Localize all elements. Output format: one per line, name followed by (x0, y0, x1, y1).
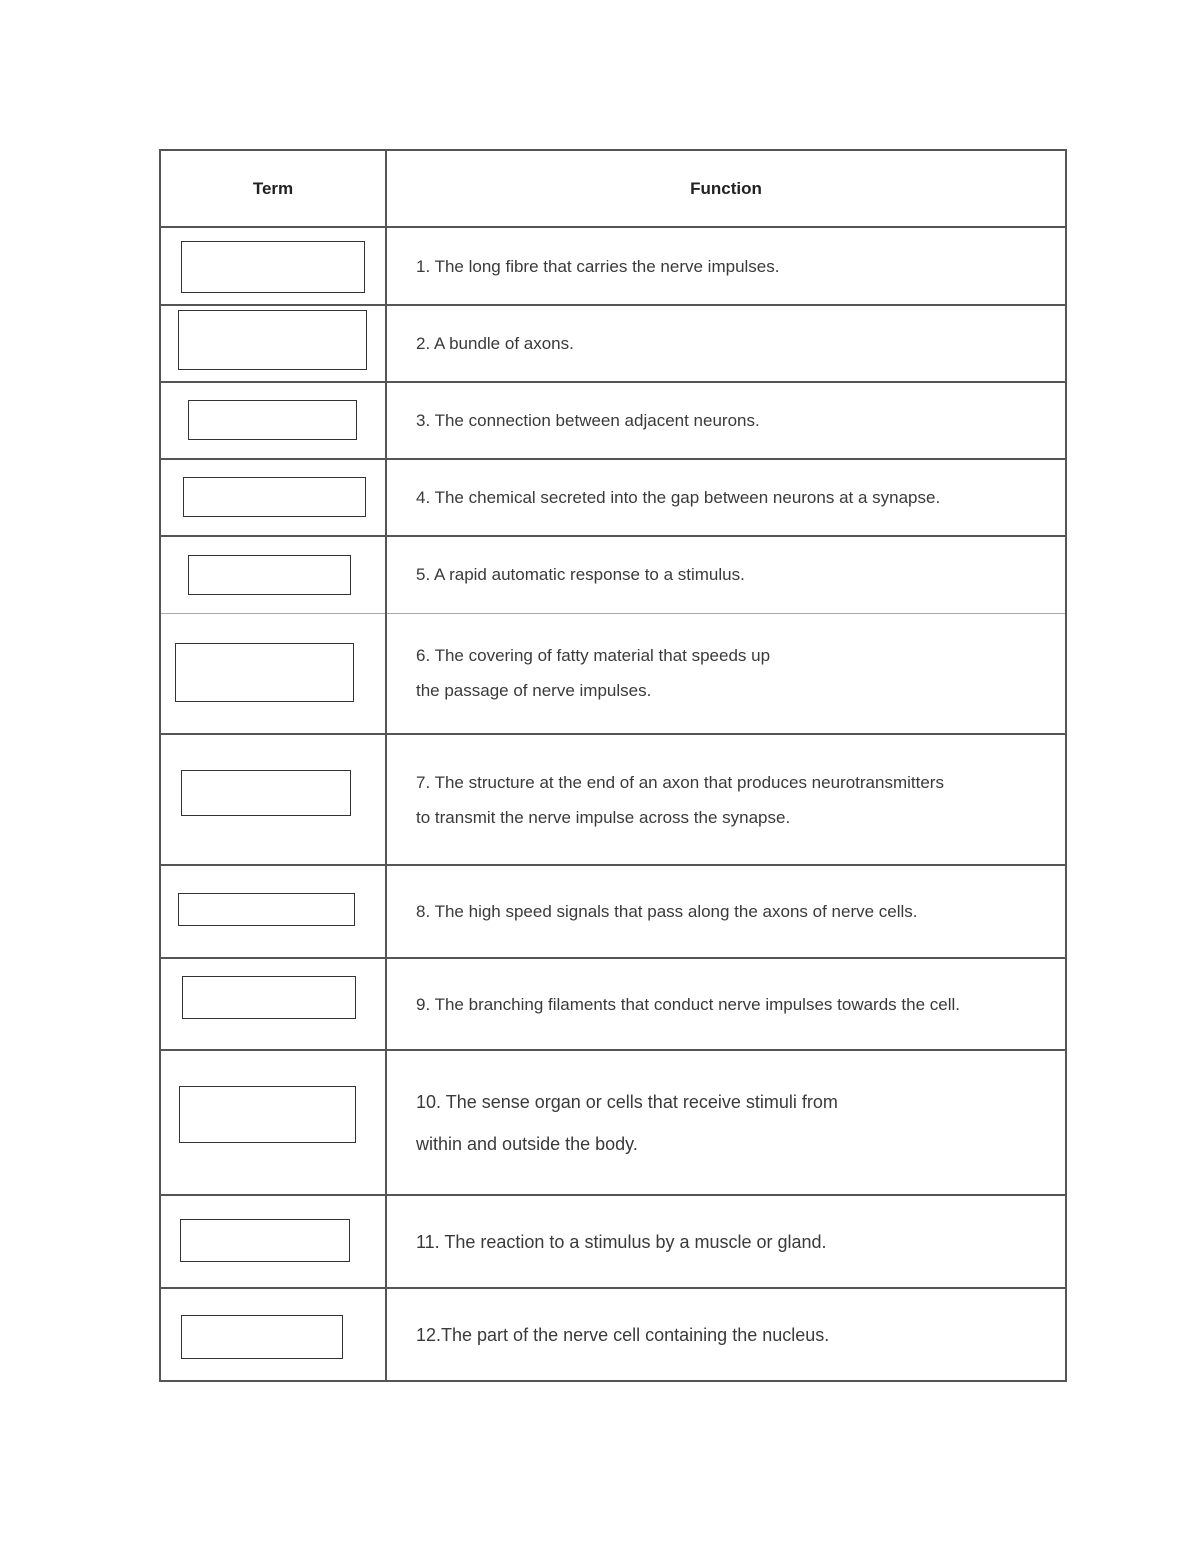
term-answer-box[interactable] (181, 241, 365, 293)
function-text (387, 557, 1065, 592)
function-line: 10. The sense organ or cells that receive stimuli from (416, 1091, 838, 1112)
function-text (387, 480, 1065, 515)
function-line: 7. The structure at the end of an axon that produces neurotransmitters (416, 772, 944, 792)
term-function-table (159, 149, 1067, 1382)
term-answer-box[interactable] (182, 976, 356, 1019)
function-line: 9. The branching filaments that conduct nerve impulses towards the cell. (416, 994, 960, 1014)
term-cell (160, 536, 386, 613)
table-row (160, 1288, 1066, 1381)
function-cell (386, 382, 1066, 459)
term-answer-box[interactable] (178, 893, 355, 926)
table-row (160, 305, 1066, 382)
function-line: 4. The chemical secreted into the gap between neurons at a synapse. (416, 488, 941, 507)
function-cell (386, 227, 1066, 305)
table-row (160, 459, 1066, 536)
term-answer-box[interactable] (188, 400, 357, 440)
term-answer-box[interactable] (188, 555, 351, 595)
function-header: Function (386, 150, 1066, 227)
table-row (160, 382, 1066, 459)
table-row (160, 958, 1066, 1050)
function-line: 6. The covering of fatty material that speeds up (416, 646, 771, 666)
function-text (387, 1081, 1065, 1165)
function-cell (386, 459, 1066, 536)
term-cell (160, 305, 386, 382)
header-row (160, 150, 1066, 227)
table-row (160, 536, 1066, 613)
term-cell (160, 1195, 386, 1288)
function-line: within and outside the body. (416, 1133, 638, 1154)
table-row (160, 1050, 1066, 1195)
function-text (387, 249, 1065, 284)
term-answer-box[interactable] (183, 477, 366, 517)
function-text (387, 326, 1065, 361)
function-cell (386, 958, 1066, 1050)
term-cell (160, 382, 386, 459)
function-cell (386, 305, 1066, 382)
table-row (160, 734, 1066, 865)
table-row (160, 613, 1066, 734)
function-cell (386, 1050, 1066, 1195)
function-line: 5. A rapid automatic response to a stimulus. (416, 565, 745, 585)
term-cell (160, 613, 386, 734)
function-cell (386, 734, 1066, 865)
function-line: 3. The connection between adjacent neurons. (416, 411, 760, 430)
function-text (387, 1221, 1065, 1263)
term-cell (160, 1288, 386, 1381)
term-cell (160, 1050, 386, 1195)
function-text (387, 403, 1065, 438)
function-cell (386, 1288, 1066, 1381)
function-text (387, 894, 1065, 929)
term-answer-box[interactable] (180, 1219, 350, 1262)
function-cell (386, 1195, 1066, 1288)
term-cell (160, 459, 386, 536)
term-cell (160, 865, 386, 958)
function-line: 12.The part of the nerve cell containing the nucleus. (416, 1324, 830, 1345)
table-row (160, 865, 1066, 958)
function-cell (386, 865, 1066, 958)
table-row (160, 1195, 1066, 1288)
term-answer-box[interactable] (179, 1086, 356, 1143)
function-line: 8. The high speed signals that pass along the axons of nerve cells. (416, 902, 918, 921)
function-line: 2. A bundle of axons. (416, 334, 574, 353)
function-cell (386, 536, 1066, 613)
function-cell (386, 613, 1066, 734)
term-answer-box[interactable] (178, 310, 367, 370)
term-answer-box[interactable] (181, 1315, 343, 1359)
term-cell (160, 227, 386, 305)
term-cell (160, 734, 386, 865)
table-row (160, 227, 1066, 305)
function-line: to transmit the nerve impulse across the synapse. (416, 807, 791, 827)
term-answer-box[interactable] (175, 643, 354, 702)
function-line: the passage of nerve impulses. (416, 681, 652, 701)
function-line: 11. The reaction to a stimulus by a muscle or gland. (416, 1231, 827, 1252)
function-text (387, 765, 1065, 835)
function-line: 1. The long fibre that carries the nerve impulses. (416, 256, 780, 276)
term-answer-box[interactable] (181, 770, 351, 816)
term-cell (160, 958, 386, 1050)
function-text (387, 1314, 1065, 1356)
function-text (387, 638, 1065, 708)
term-header: Term (160, 150, 386, 227)
function-text (387, 987, 1065, 1022)
